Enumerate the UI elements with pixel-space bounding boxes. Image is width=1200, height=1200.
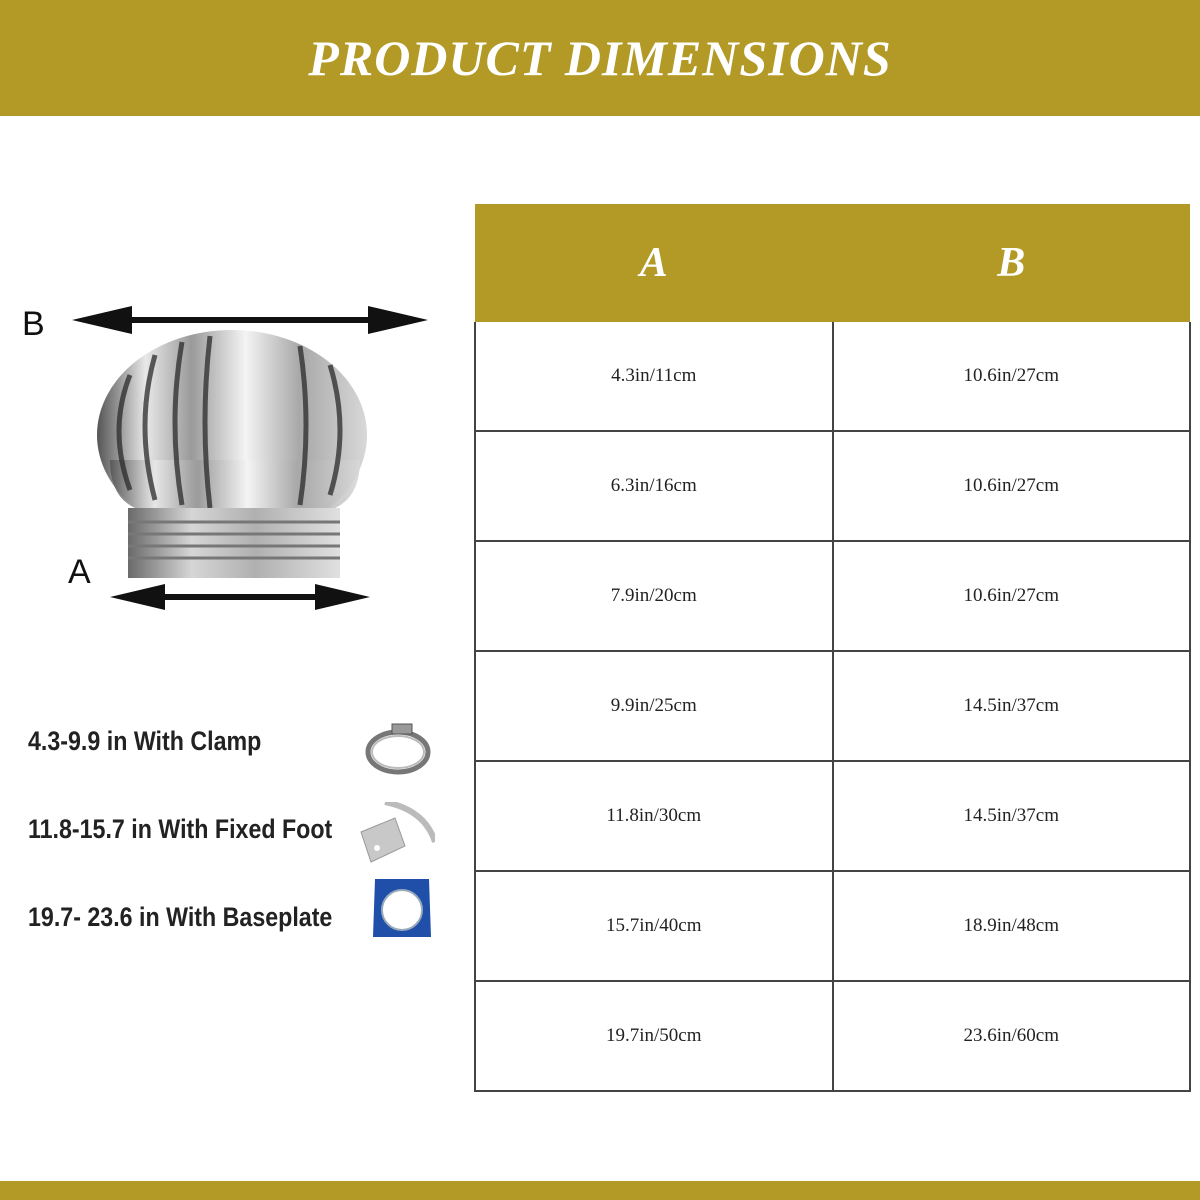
b-dimension-arrow [72,306,428,334]
table-row [475,651,1190,761]
turbine-base [128,508,340,578]
table-row [475,981,1190,1091]
dimensions-table [474,204,1191,1092]
baseplate-icon [371,877,433,939]
cell-b: 10.6in/27cm [833,431,1191,541]
cell-b: 14.5in/37cm [833,651,1191,761]
cell-a: 19.7in/50cm [475,981,833,1091]
table-row [475,761,1190,871]
cell-a: 4.3in/11cm [475,322,833,431]
legend-fixed-foot [28,814,332,845]
table-row [475,322,1190,431]
column-header-a: A [475,204,833,322]
cell-b: 10.6in/27cm [833,322,1191,431]
legend-clamp-label: 4.3-9.9 in With Clamp [28,726,262,756]
legend-baseplate-label: 19.7- 23.6 in With Baseplate [28,902,333,932]
fixed-foot-icon [355,802,435,864]
table-row [475,431,1190,541]
cell-a: 7.9in/20cm [475,541,833,651]
cell-b: 10.6in/27cm [833,541,1191,651]
title-banner [0,0,1200,116]
clamp-icon [362,718,434,778]
table-row [475,871,1190,981]
product-diagram-panel [0,160,470,960]
cell-a: 15.7in/40cm [475,871,833,981]
cell-a: 11.8in/30cm [475,761,833,871]
cell-b: 18.9in/48cm [833,871,1191,981]
page-title: PRODUCT DIMENSIONS [308,30,892,86]
bottom-accent-bar [0,1181,1200,1200]
a-dimension-arrow [110,584,370,610]
column-header-b: B [833,204,1191,322]
table-row [475,541,1190,651]
cell-b: 14.5in/37cm [833,761,1191,871]
label-a: A [68,553,91,591]
label-b: B [22,305,45,343]
legend-fixed-foot-label: 11.8-15.7 in With Fixed Foot [28,814,333,844]
cell-a: 9.9in/25cm [475,651,833,761]
cell-a: 6.3in/16cm [475,431,833,541]
legend-clamp [28,726,261,757]
table-header-row [475,204,1190,322]
vent-diagram [0,160,470,640]
legend-baseplate [28,902,332,933]
cell-b: 23.6in/60cm [833,981,1191,1091]
